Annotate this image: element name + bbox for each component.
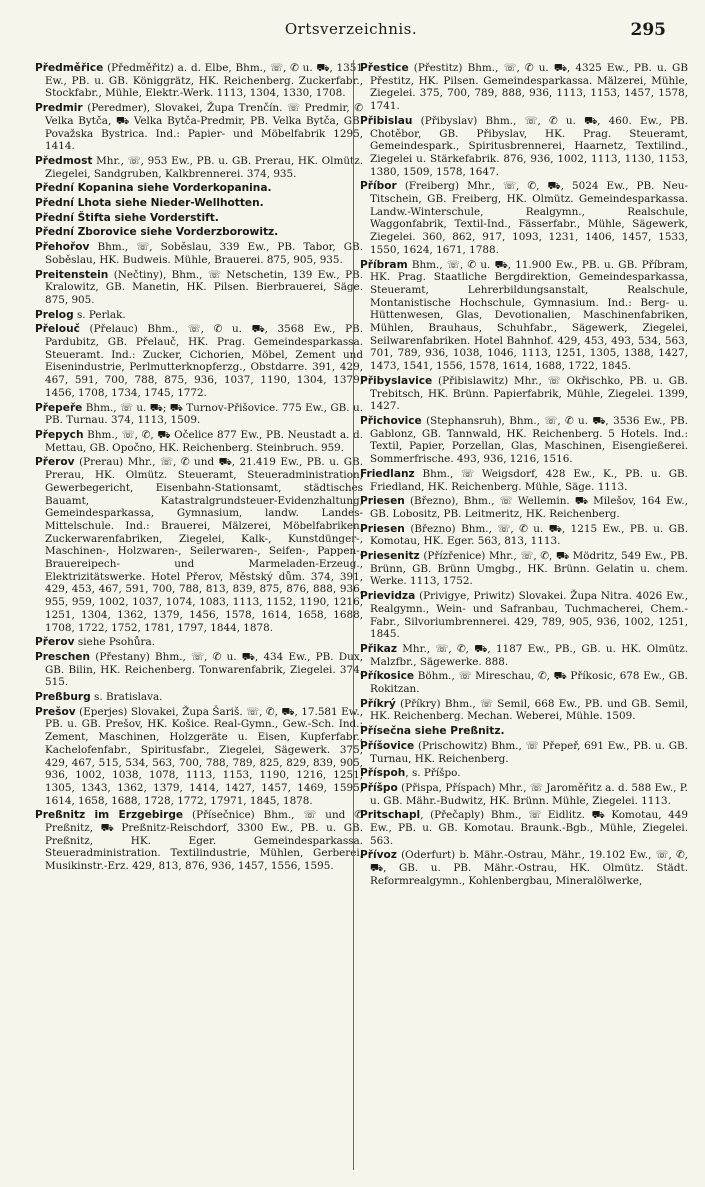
entry-place-name: Prelog: [35, 308, 74, 321]
directory-entry: [360, 415, 688, 466]
right-column: [360, 62, 688, 1177]
directory-entry: [360, 180, 688, 256]
entry-details: Böhm., ☏ Mireschau, ✆, ⛟ Příkosic, 678 Ew., GB. Rokitzan.: [370, 670, 688, 696]
directory-entry: [35, 429, 363, 454]
directory-entry: [35, 691, 363, 704]
directory-entry: [360, 590, 688, 641]
entry-details: (Freiberg) Mhr., ☏, ✆, ⛟, 5024 Ew., PB. Neu-Titschein, GB. Freiberg, HK. Olmütz. Gemeindesparkassa. Landw.-Winterschule, Realgymn., Realschule, Waggonfabrik, Textil-Ind., Fässerfabr., Mühle, Sägewerk, Ziegelei. 360, 862, 917, 1093, 1231, 1406, 1457, 1533, 1550, 1624, 1671, 1788.: [370, 180, 688, 256]
page-title: Ortsverzeichnis.: [284, 20, 418, 38]
entry-details: (Přízřenice) Mhr., ☏, ✆, ⛟ Mödritz, 549 Ew., PB. Brünn, GB. Brünn Umgbg., HK. Brünn. Gelatin u. chem. Werke. 1113, 1752.: [370, 550, 688, 588]
entry-place-name: Prešov: [35, 705, 76, 718]
entry-place-name: Priesen: [360, 522, 405, 535]
directory-entry: [360, 259, 688, 373]
directory-entry: [35, 309, 363, 322]
entry-place-name: Přelouč: [35, 323, 80, 336]
left-column: [35, 62, 363, 1177]
entry-details: (Přibislawitz) Mhr., ☏ Okřischko, PB. u. GB. Trebitsch, HK. Brünn. Papierfabrik, Mühle, Ziegelei. 1399, 1427.: [370, 374, 688, 413]
entry-place-name: Přepych: [35, 428, 84, 441]
entry-place-name: Pritschapl: [360, 809, 421, 822]
entry-details: s. Bratislava.: [90, 691, 163, 704]
entry-details: Bhm., ☏ Weigsdorf, 428 Ew., K., PB. u. GB. Friedland, HK. Reichenberg. Mühle, Säge. 1113.: [370, 467, 688, 493]
entry-details: (Příkry) Bhm., ☏ Semil, 668 Ew., PB. und GB. Semil, HK. Reichenberg. Mechan. Weberei, Mühle. 1509.: [370, 697, 688, 723]
directory-entry: [35, 226, 363, 239]
entry-details: , s. Příšpo.: [405, 767, 461, 780]
entry-details: Mhr., ☏, ✆, ⛟, 1187 Ew., PB., GB. u. HK. Olmütz. Malzfbr., Sägewerke. 888.: [370, 642, 688, 668]
directory-entry: [35, 651, 363, 689]
entry-place-name: Příbor: [360, 180, 397, 193]
entry-place-name: Přívoz: [360, 849, 397, 862]
entry-place-name: Přední Kopanina siehe Vorderkopanina.: [35, 182, 272, 195]
directory-entry: [360, 115, 688, 179]
entry-place-name: Přísečna siehe Preßnitz.: [360, 725, 505, 738]
entry-place-name: Přední Štifta siehe Vorderstift.: [35, 211, 219, 224]
entry-place-name: Příkosice: [360, 670, 415, 683]
entry-details: s. Perlak.: [73, 308, 126, 321]
entry-place-name: Příkrý: [360, 697, 396, 710]
entry-details: (Nečtiny), Bhm., ☏ Netschetin, 139 Ew., PB. Kralowitz, GB. Manetin, HK. Pilsen. Bierbrauerei, Säge. 875, 905.: [45, 268, 363, 306]
directory-entry: [360, 698, 688, 723]
entry-details: (Prerau) Mhr., ☏, ✆ und ⛟, 21.419 Ew., PB. u. GB. Prerau, HK. Olmütz. Steueramt, Steueradministration, Gewerbegericht, Eisenbahn-Stationsamt, städtisches Bauamt, Katastralgrundsteuer-Evidenzhaltung, Gemeindesparkassa, Gymnasium, landw. Landes-Mittelschule. Ind.: Brauerei, Mälzerei, Möbelfabriken, Zuckerwarenfabriken, Ziegelei, Kalk-, Kunstdünger-, Maschinen-, Holzwaren-, Seilerwaren-, Seifen-, Pappen-, Brauereipech- und Marmeladen-Erzeug., Elektrizitätswerke. Hotel Přerov, Městský dům. 374, 391, 429, 453, 467, 591, 700, 788, 813, 839, 875, 876, 888, 936, 955, 959, 1002, 1037, 1074, 1083, 1113, 1152, 1190, 1216, 1251, 1304, 1362, 1379, 1456, 1578, 1614, 1658, 1688, 1708, 1722, 1752, 1781, 1797, 1844, 1878.: [45, 456, 363, 634]
directory-entry: [35, 197, 363, 210]
entry-details: (Privigye, Priwitz) Slovakei. Župa Nitra. 4026 Ew., Realgymn., Wein- und Safranbau, Tuchmacherei, Chem.-Fabr., Silvoriumbrennerei. 429, 789, 905, 936, 1002, 1251, 1845.: [370, 590, 688, 641]
column-divider: [353, 60, 354, 1170]
entry-place-name: Předměřice: [35, 62, 104, 74]
directory-entry: [35, 269, 363, 307]
entry-details: (Přestany) Bhm., ☏, ✆ u. ⛟, 434 Ew., PB. Dux, GB. Bilin, HK. Reichenberg. Tonwarenfabrik, Ziegelei. 374, 515.: [45, 650, 363, 689]
directory-entry: [360, 375, 688, 413]
directory-entry: [360, 643, 688, 668]
entry-place-name: Přikaz: [360, 642, 397, 655]
entry-details: (Přísečnice) Bhm., ☏ und ✆ Preßnitz, ⛟ Preßnitz-Reischdorf, 3300 Ew., PB. u. GB. Preßnitz, HK. Eger. Gemeindesparkassa. Steueradministration. Textilindustrie, Mühlen, Gerberei, Musikinstr.-Erz. 429, 813, 876, 936, 1457, 1556, 1595.: [45, 809, 363, 873]
directory-entry: [35, 402, 363, 427]
directory-entry: [360, 62, 688, 113]
entry-details: (Oderfurt) b. Mähr.-Ostrau, Mähr., 19.102 Ew., ☏, ✆, ⛟, GB. u. PB. Mähr.-Ostrau, HK. Olmütz. Städt. Reformrealgymn., Kohlenbergbau, Mineralölwerke,: [370, 849, 688, 887]
entry-details: (Přibyslav) Bhm., ☏, ✆ u. ⛟, 460. Ew., PB. Chotěbor, GB. Přibyslav, HK. Prag. Steueramt, Gemeindespark., Spiritusbrennerei, Haarnetz, Textilind., Ziegelei u. Stärkefabrik. 876, 936, 1002, 1113, 1130, 1153, 1380, 1509, 1578, 1647.: [370, 114, 688, 178]
entry-place-name: Friedlanz: [360, 467, 415, 480]
directory-entry: [360, 782, 688, 807]
directory-entry: [35, 62, 363, 100]
directory-entry: [35, 241, 363, 266]
entry-place-name: Preitenstein: [35, 268, 109, 281]
entry-details: , (Přečaply) Bhm., ☏ Eidlitz. ⛟ Komotau, 449 Ew., PB. u. GB. Komotau. Braunk.-Bgb., Mühle, Ziegelei. 563.: [370, 809, 688, 847]
directory-entry: [35, 102, 363, 153]
entry-details: siehe Psohůra.: [74, 636, 155, 649]
entry-place-name: Přerov: [35, 456, 75, 469]
entry-details: (Stephansruh), Bhm., ☏, ✆ u. ⛟, 3536 Ew., PB. Gablonz, GB. Tannwald, HK. Reichenberg. 5 Hotels. Ind.: Textil, Papier, Porzellan, Glas, Maschinen, Eisengießerei. Sommerfrische. 493, 936, 1216, 1516.: [370, 414, 688, 466]
entry-details: (Předměřitz) a. d. Elbe, Bhm., ☏, ✆ u. ⛟, 1351 Ew., PB. u. GB. Königgrätz, HK. Reichenberg. Zuckerfabr., Stockfabr., Mühle, Elektr.-Werk. 1113, 1304, 1330, 1708.: [45, 62, 363, 100]
entry-place-name: Preßburg: [35, 691, 91, 704]
entry-place-name: Přední Zborovice siehe Vorderzborowitz.: [35, 226, 279, 239]
directory-entry: [360, 725, 688, 738]
entry-place-name: Přestice: [360, 62, 409, 74]
directory-entry: [35, 155, 363, 180]
entry-details: Bhm., ☏, Soběslau, 339 Ew., PB. Tabor, GB. Soběslau, HK. Budweis. Mühle, Brauerei. 875, 905, 935.: [45, 241, 363, 266]
directory-entry: [360, 468, 688, 493]
directory-entry: [35, 212, 363, 225]
directory-entry: [360, 740, 688, 765]
entry-place-name: Přední Lhota siehe Nieder-Wellhotten.: [35, 197, 264, 210]
entry-details: (Prischowitz) Bhm., ☏ Přepeř, 691 Ew., PB. u. GB. Turnau, HK. Reichenberg.: [370, 739, 688, 765]
entry-details: (Březno) Bhm., ☏, ✆ u. ⛟, 1215 Ew., PB. u. GB. Komotau, HK. Eger. 563, 813, 1113.: [370, 522, 688, 548]
directory-entry: [360, 495, 688, 520]
entry-place-name: Přerov: [35, 636, 75, 649]
directory-entry: [35, 182, 363, 195]
entry-details: Mhr., ☏, 953 Ew., PB. u. GB. Prerau, HK. Olmütz. Ziegelei, Sandgruben, Kalkbrennerei. 374, 935.: [45, 154, 363, 180]
page-number: 295: [630, 20, 666, 40]
entry-details: (Přestitz) Bhm., ☏, ✆ u. ⛟, 4325 Ew., PB. u. GB Přestitz, HK. Pilsen. Gemeindesparkassa. Mälzerei, Mühle, Ziegelei. 375, 700, 789, 888, 936, 1113, 1153, 1457, 1578, 1741.: [370, 62, 688, 113]
directory-entry: [360, 849, 688, 887]
entry-details: (Peredmer), Slovakei, Župa Trenčín. ☏ Predmir, ✆ Velka Bytča, ⛟ Velka Bytča-Predmir, PB. Velka Bytča, GB. Považska Bystrica. Ind.: Papier- und Möbelfabrik 1295, 1414.: [45, 102, 363, 153]
directory-entry: [360, 523, 688, 548]
entry-details: (Březno), Bhm., ☏ Wellemin. ⛟ Milešov, 164 Ew., GB. Lobositz, PB. Leitmeritz, HK. Reichenberg.: [370, 495, 688, 520]
entry-details: Bhm., ☏, ✆ u. ⛟, 11.900 Ew., PB. u. GB. Příbram, HK. Prag. Staatliche Bergdirektion, Gemeindesparkassa, Steueramt, Lehrerbildungsanstalt, Realschule, Montanistische Hochschule, Gymnasium. Ind.: Berg- u. Hüttenwesen, Glas, Devotionalien, Maschinenfabriken, Mühlen, Brauhaus, Schuhfabr., Sägewerk, Ziegelei, Seilwarenfabriken. Hotel Bahnhof. 429, 453, 493, 534, 563, 701, 789, 936, 1038, 1046, 1113, 1251, 1305, 1388, 1427, 1473, 1541, 1556, 1578, 1614, 1688, 1722, 1845.: [370, 258, 688, 373]
directory-entry: [35, 323, 363, 399]
directory-entry: [360, 809, 688, 847]
entry-place-name: Přibyslavice: [360, 374, 433, 387]
entry-details: (Eperjes) Slovakei, Župa Šariš. ☏, ✆, ⛟, 17.581 Ew., PB. u. GB. Prešov, HK. Košice. Real-Gymn., Gew.-Sch. Ind.: Zement, Maschinen, Holzgeräte u. Eisen, Kupferfabr., Kachelofenfabr., Spiritusfabr., Ziegelei, Sägewerk. 375, 429, 467, 515, 534, 563, 700, 788, 789, 825, 829, 839, 905, 936, 1002, 1038, 1078, 1113, 1153, 1190, 1216, 1251, 1305, 1343, 1362, 1379, 1414, 1427, 1457, 1469, 1595, 1614, 1658, 1688, 1728, 1772, 17971, 1845, 1878.: [45, 705, 363, 807]
entry-place-name: Předmost: [35, 154, 93, 167]
directory-entry: [360, 550, 688, 588]
directory-entry: [35, 809, 363, 873]
directory-entry: [360, 670, 688, 695]
entry-place-name: Preßnitz im Erzgebirge: [35, 809, 184, 822]
entry-place-name: Priesenitz: [360, 550, 420, 563]
entry-place-name: Přibislau: [360, 114, 413, 127]
entry-place-name: Prievidza: [360, 590, 416, 603]
entry-place-name: Preschen: [35, 650, 91, 663]
entry-details: Bhm., ☏, ✆, ⛟ Očelice 877 Ew., PB. Neustadt a. d. Mettau, GB. Opočno, HK. Reichenberg. Steinbruch. 959.: [45, 428, 363, 454]
entry-place-name: Přichovice: [360, 414, 422, 427]
entry-details: (Přelauc) Bhm., ☏, ✆ u. ⛟, 3568 Ew., PB. Pardubitz, GB. Přelauč, HK. Prag. Gemeindesparkassa. Steueramt. Ind.: Zucker, Cichorien, Möbel, Zement und Eisenindustrie, Perlmutterknopferzg., Obstdarre. 391, 429, 467, 591, 700, 788, 875, 936, 1037, 1190, 1304, 1379, 1456, 1708, 1734, 1745, 1772.: [45, 323, 363, 399]
entry-details: Bhm., ☏ u. ⛟; ⛟ Turnov-Přišovice. 775 Ew., GB. u. PB. Turnau. 374, 1113, 1509.: [45, 401, 363, 427]
entry-place-name: Priesen: [360, 495, 405, 508]
entry-details: (Přispa, Příspach) Mhr., ☏ Jaroměřitz a. d. 588 Ew., P. u. GB. Mähr.-Budwitz, HK. Brünn. Mühle, Ziegelei. 1113.: [370, 781, 688, 807]
entry-place-name: Příšpo: [360, 781, 398, 794]
entry-place-name: Příšovice: [360, 739, 415, 752]
entry-place-name: Predmir: [35, 102, 83, 115]
page-header: [36, 20, 666, 42]
entry-place-name: Příspoh: [360, 767, 406, 780]
directory-entry: [35, 706, 363, 808]
entry-place-name: Příbram: [360, 258, 408, 271]
directory-entry: [35, 636, 363, 649]
entry-place-name: Přehořov: [35, 241, 90, 254]
directory-entry: [35, 456, 363, 634]
directory-entry: [360, 767, 688, 780]
entry-place-name: Přepeře: [35, 401, 83, 414]
